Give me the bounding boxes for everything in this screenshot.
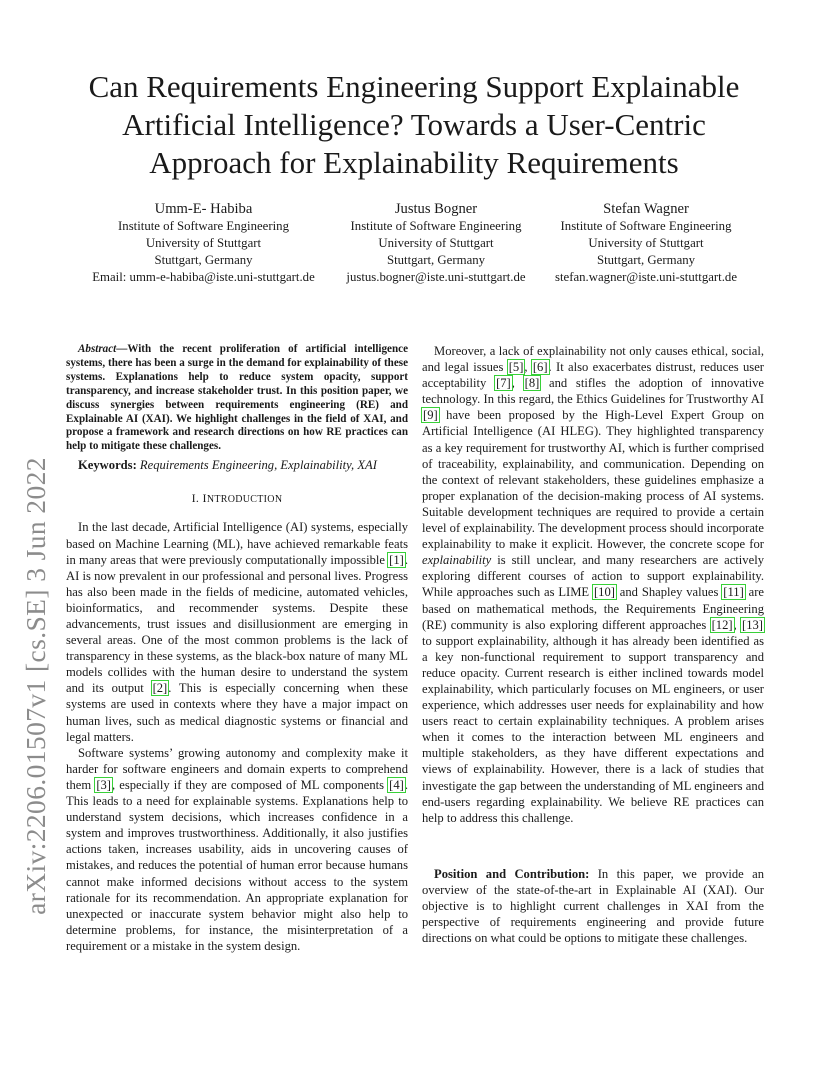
paragraph: [66, 745, 408, 954]
abstract-text: —With the recent proliferation of artificial intelligence systems, there has been a surge in the demand for explainability of these systems. Explanations help to reduce system opacity, support transparency, and increase stakeholder trust. In this position paper, we discuss synergies between requirements engineering (RE) and Explainable AI (XAI). We highlight challenges in the field of XAI, and propose a framework and research directions on how RE practices can help to mitigate these challenges.: [66, 343, 408, 453]
section-number: I. I: [191, 491, 207, 506]
text-run: . It also exacerbates distrust, reduces user acceptability: [422, 360, 764, 391]
author-email: Email: umm-e-habiba@iste.uni-stuttgart.de: [92, 270, 315, 284]
keywords: [66, 457, 408, 473]
text-run: and Shapley values: [615, 585, 723, 600]
paragraph-position-contribution: [422, 866, 764, 946]
author-city: Stuttgart, Germany: [386, 253, 486, 267]
text-run: Moreover, a lack of explainability not only causes ethical, social, and legal issues: [422, 344, 764, 375]
text-run: , especially if they are composed of ML components: [112, 777, 389, 792]
text-run: are based on mathematical methods, the Requirements Engineering (RE) community is also exploring different approaches: [422, 585, 764, 632]
citation-link[interactable]: [7]: [496, 376, 511, 391]
text-run: Software systems’ growing autonomy and complexity make it harder for software engineers and domain experts to comprehend them: [66, 745, 408, 792]
title-line: Can Requirements Engineering Support Explainable: [88, 69, 740, 104]
author-name: Stefan Wagner: [603, 201, 689, 217]
title-line: Artificial Intelligence? Towards a User-Centric: [122, 107, 706, 142]
author-email: justus.bogner@iste.uni-stuttgart.de: [346, 270, 526, 284]
text-run: ,: [511, 376, 524, 391]
text-run: ,: [524, 360, 532, 375]
author-name: Umm-E- Habiba: [154, 201, 253, 217]
author-block-habiba: [86, 201, 321, 286]
right-column: [422, 343, 764, 946]
citation-link[interactable]: [3]: [96, 777, 111, 792]
author-block-bogner: [336, 201, 536, 286]
author-name: Justus Bogner: [394, 201, 478, 217]
abstract: [66, 343, 408, 454]
text-run: In this paper, we provide an overview of the state-of-the-art in Explainable AI (XAI). Our objective is to highlight current challenges in XAI from the perspective of requirements engineering and provide future directions on what could be options to mitigate these challenges.: [422, 866, 765, 946]
text-run: and stifles the adoption of innovative technology. In this regard, the Ethics Guidelines for Trustworthy AI: [422, 376, 765, 407]
citation-link[interactable]: [11]: [723, 585, 744, 600]
author-email: stefan.wagner@iste.uni-stuttgart.de: [555, 270, 737, 284]
citation-link[interactable]: [6]: [532, 360, 548, 375]
author-block-wagner: [546, 201, 746, 286]
paragraph: [422, 343, 764, 826]
paper-title: [40, 68, 788, 182]
citation-link[interactable]: [8]: [524, 376, 540, 391]
author-department: Institute of Software Engineering: [350, 219, 522, 233]
keywords-text: Requirements Engineering, Explainability, XAI: [139, 458, 377, 473]
citation-link[interactable]: [13]: [742, 617, 763, 632]
keywords-label: Keywords:: [78, 458, 137, 473]
section-title: NTRODUCTION: [206, 494, 283, 506]
text-run: to support explainability, although it has already been identified as a key non-functional requirement to support transparency and reduce opacity. Current research is either inclined towards model explainability, which particularly focuses on ML engineers, or user experience, which addresses user needs for explainability and how users react to certain explainability techniques. A problem arises when it comes to the interaction between ML engineers and multiple stakeholders, as they have different expectations and views of explainability. However, there is a lack of studies that investigate the gap between the understanding of ML engineers and end-users regarding explainability. We believe RE practices can help to address this challenge.: [422, 633, 764, 825]
text-run: In the last decade, Artificial Intelligence (AI) systems, especially based on Machine Learning (ML), have achieved remarkable feats in many areas that were previously computationally impossible: [66, 520, 408, 567]
emphasis: explainability: [422, 553, 492, 568]
text-run: have been proposed by the High-Level Expert Group on Artificial Intelligence (AI HLEG). They highlighted transparency as a key requirement for trustworthy AI, which is further comprised of traceability, explainability, and communication. Depending on the context of relevant stakeholders, these guidelines emphasize a proper explanation of the decision-making process of AI systems. Suitable development techniques are required to provide a certain level of explainability. The development process should incorporate explainability to make it explicit. However, the concrete scope for: [422, 408, 764, 552]
text-run: . This is especially concerning when these systems are used in contexts where they have a major impact on human lives, such as medical diagnostic systems or financial and legal matters.: [66, 681, 408, 744]
citation-link[interactable]: [5]: [508, 360, 524, 375]
paragraph-gap: [422, 826, 764, 866]
title-line: Approach for Explainability Requirements: [149, 145, 679, 180]
author-city: Stuttgart, Germany: [596, 253, 696, 267]
citation-link[interactable]: [10]: [593, 585, 615, 600]
arxiv-identifier: arXiv:2206.01507v1 [cs.SE] 3 Jun 2022: [20, 457, 51, 915]
left-column: [66, 343, 408, 954]
abstract-label: Abstract: [78, 343, 117, 355]
author-department: Institute of Software Engineering: [560, 219, 732, 233]
text-run: . This leads to a need for explainable systems. Explanations help to understand system decisions, which increases confidence in a system and improves trustworthiness. Additionally, it also justifies actions taken, increases usability, aids in uncovering causes of mistakes, and reduces the potential of human error because humans cannot make informed decisions without access to the system rationale for its recommendation. An appropriate explanation for unexpected or inaccurate system behavior might also help to determine problems, for instance, the misinterpretation of a requirement or a mistake in the system design.: [66, 777, 408, 953]
citation-link[interactable]: [12]: [711, 617, 733, 632]
paragraph: [66, 519, 408, 744]
citation-link[interactable]: [4]: [389, 777, 404, 792]
text-run: . AI is now prevalent in our professional and personal lives. Progress has also been made in the fields of medicine, automated vehicles, bioinformatics, and recommender systems. Despite these advancements, trust issues and disillusionment are emerging in several areas. One of the most common problems is the lack of transparency in these systems, as the black-box nature of many ML models collides with the human desire to understand the system and its output: [66, 552, 408, 696]
text-run: ,: [733, 617, 742, 632]
author-university: University of Stuttgart: [378, 236, 494, 250]
author-university: University of Stuttgart: [588, 236, 704, 250]
citation-link[interactable]: [2]: [152, 681, 168, 696]
author-department: Institute of Software Engineering: [118, 219, 289, 233]
author-university: University of Stuttgart: [145, 236, 262, 250]
citation-link[interactable]: [9]: [423, 408, 438, 423]
run-in-heading: Position and Contribution:: [434, 866, 590, 881]
section-heading-introduction: [66, 490, 408, 508]
citation-link[interactable]: [1]: [389, 552, 404, 567]
text-run: is still unclear, and many researchers are actively exploring different courses of action to support explainability. While approaches such as LIME: [422, 553, 764, 600]
author-city: Stuttgart, Germany: [154, 253, 253, 267]
